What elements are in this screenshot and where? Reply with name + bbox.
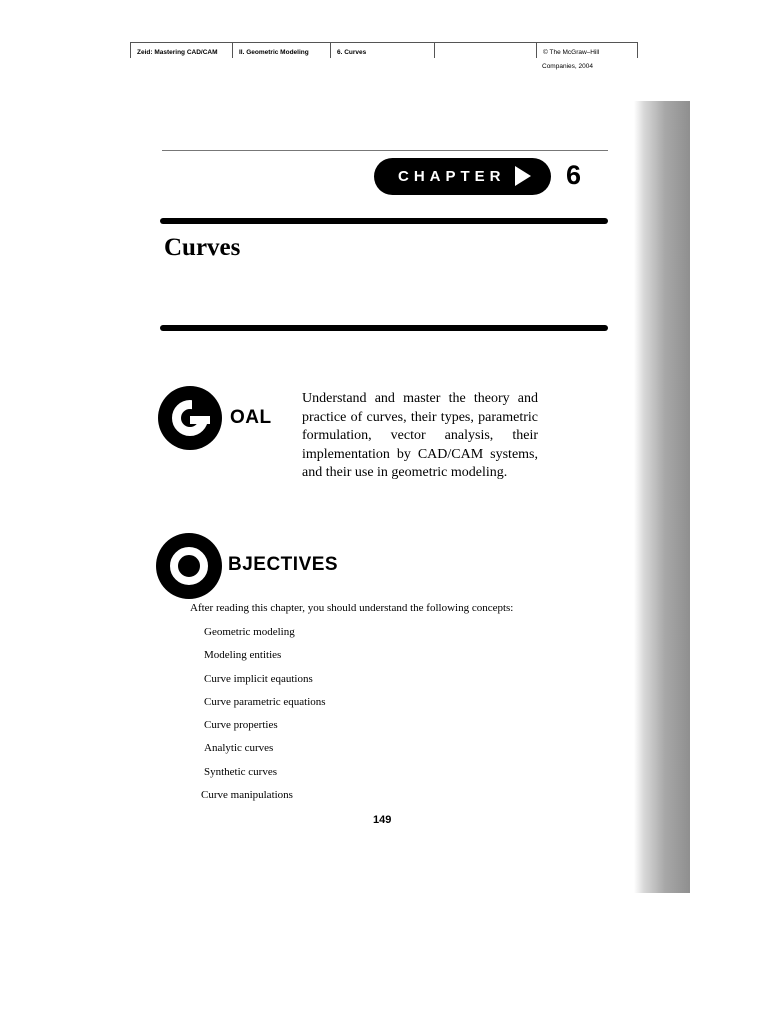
page-edge-shading xyxy=(634,101,690,893)
goal-heading: OAL xyxy=(230,407,272,428)
goal-g-icon xyxy=(158,386,222,450)
top-rule xyxy=(162,150,608,151)
chapter-label: CHAPTER xyxy=(398,168,506,185)
header-blank xyxy=(434,43,536,58)
chapter-number: 6 xyxy=(566,160,582,190)
objective-item: Geometric modeling xyxy=(204,626,295,638)
title-rule-bottom xyxy=(160,325,608,331)
objective-item: Curve manipulations xyxy=(201,789,293,802)
objectives-intro: After reading this chapter, you should understand the following concepts: xyxy=(190,602,514,614)
objective-item: Modeling entities xyxy=(204,649,282,662)
objectives-list xyxy=(201,624,326,810)
objectives-o-icon xyxy=(156,533,222,599)
objective-item: Analytic curves xyxy=(204,742,274,755)
objective-item: Curve properties xyxy=(204,719,278,732)
objective-item: Curve implicit eqautions xyxy=(204,672,313,685)
header-copyright: © The McGraw–Hill xyxy=(536,43,638,58)
page-number: 149 xyxy=(373,814,392,826)
objective-item: Curve parametric equations xyxy=(204,695,326,708)
objective-item: Synthetic curves xyxy=(204,765,278,778)
header-chapter: 6. Curves xyxy=(330,43,434,58)
chapter-title: Curves xyxy=(164,234,241,261)
goal-text: Understand and master the theory and practice of curves, their types, parametric formulation, vector analysis, their implementation by CAD/CAM systems, and their use in geometric modeling. xyxy=(302,391,538,480)
header-copyright-line2: Companies, 2004 xyxy=(542,63,593,70)
title-rule-top xyxy=(160,218,608,224)
chapter-badge xyxy=(374,158,551,195)
running-header xyxy=(130,42,638,58)
header-part: II. Geometric Modeling xyxy=(232,43,330,58)
objectives-heading: BJECTIVES xyxy=(228,554,339,575)
play-arrow-icon xyxy=(515,166,531,186)
header-book: Zeid: Mastering CAD/CAM xyxy=(130,43,232,58)
